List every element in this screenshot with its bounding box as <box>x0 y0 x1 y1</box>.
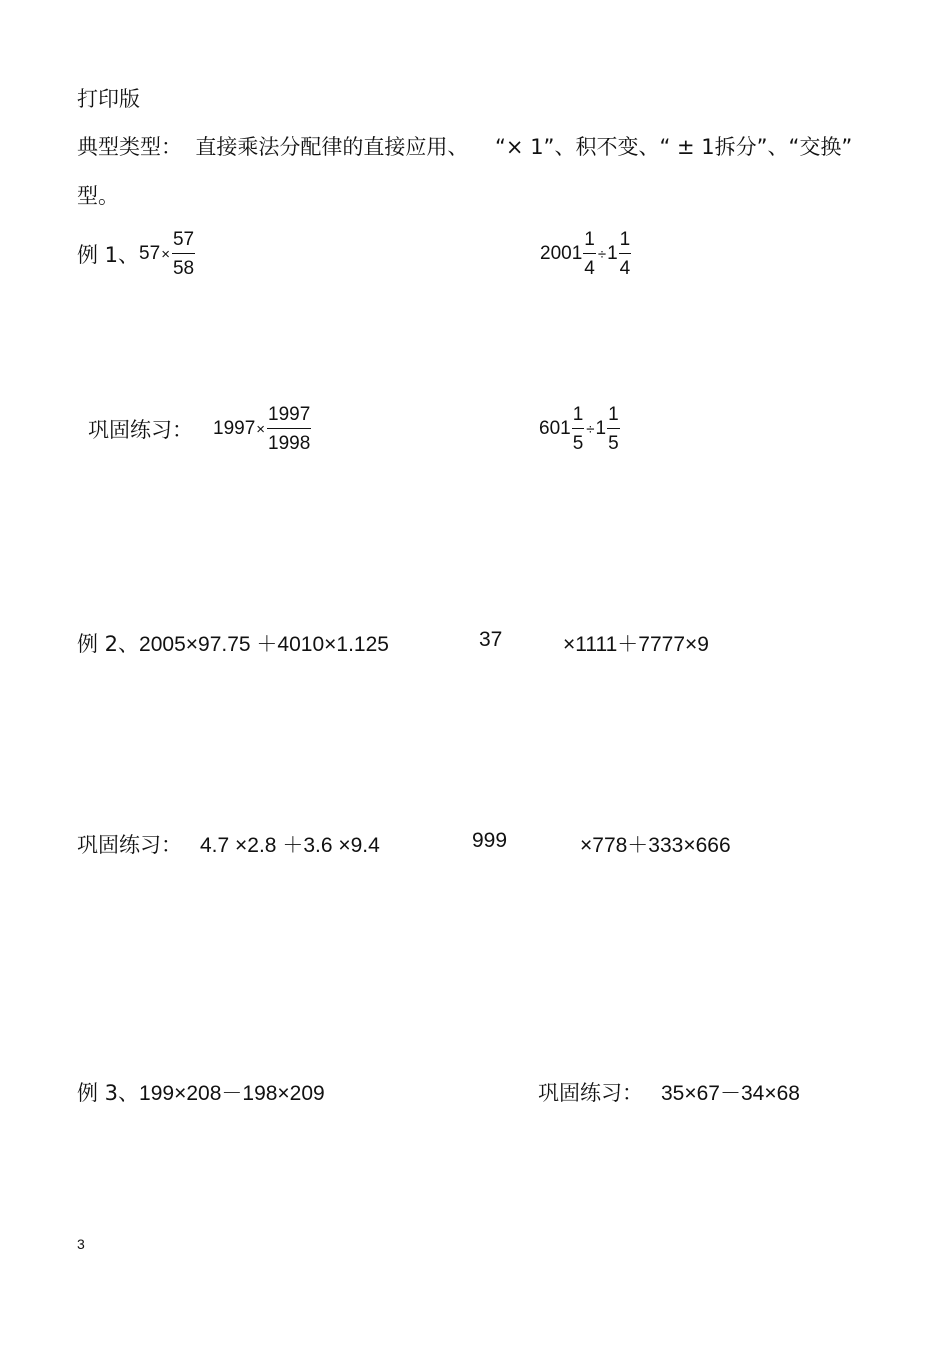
numerator: 1 <box>619 230 632 254</box>
whole-number: 1 <box>607 243 618 264</box>
denominator: 1998 <box>268 433 311 454</box>
example-3-practice <box>538 1077 800 1107</box>
practice-1-left-expression <box>213 405 312 453</box>
numerator: 1 <box>607 405 620 429</box>
denominator: 4 <box>584 258 595 279</box>
fraction <box>172 230 195 278</box>
example-1-label: 例 1、 <box>77 243 140 267</box>
example-1-right-expression <box>540 230 632 278</box>
practice-2-left <box>77 829 380 859</box>
practice-3-expression: 35×67－34×68 <box>661 1082 800 1105</box>
example-3-label: 例 3、 <box>77 1081 140 1105</box>
intro-line-1: 典型类型： 直接乘法分配律的直接应用、 “× 1”、积不变、“ ± 1拆分”、“交换” <box>77 135 853 159</box>
whole-number: 1997 <box>213 418 256 439</box>
fraction <box>267 405 311 453</box>
page-title: 打印版 <box>77 87 140 111</box>
page-number: 3 <box>77 1236 85 1252</box>
times-sign: × <box>256 420 266 438</box>
numerator: 57 <box>172 230 195 254</box>
practice-1-right <box>539 405 621 453</box>
whole-number: 57 <box>139 243 161 264</box>
example-3-expression: 199×208－198×209 <box>139 1082 325 1105</box>
practice-2-expression: 4.7 ×2.8 ＋3.6 ×9.4 <box>200 834 380 857</box>
example-2-label: 例 2、 <box>77 632 140 656</box>
fraction <box>619 230 632 278</box>
whole-number: 1 <box>595 418 607 439</box>
intro-line-2: 型。 <box>77 184 119 208</box>
whole-number: 2001 <box>540 243 583 264</box>
whole-number: 601 <box>539 418 571 439</box>
divide-sign: ÷ <box>586 420 595 438</box>
times-sign: × <box>161 245 170 263</box>
practice-2-right-b: ×778＋333×666 <box>580 834 731 857</box>
numerator: 1 <box>583 230 596 254</box>
practice-1-right-expression <box>539 405 621 453</box>
example-1-left-expression <box>139 230 196 278</box>
example-3-left <box>77 1077 325 1107</box>
example-2-expression: 2005×97.75 ＋4010×1.125 <box>139 633 389 656</box>
example-1-right <box>540 230 632 278</box>
practice-2-label: 巩固练习： <box>77 833 182 857</box>
practice-3-label: 巩固练习： <box>538 1081 643 1105</box>
practice-1-left <box>88 405 312 453</box>
fraction <box>607 405 620 453</box>
denominator: 5 <box>572 433 584 454</box>
example-2-right-b: ×1111＋7777×9 <box>563 633 709 656</box>
denominator: 58 <box>172 258 195 279</box>
numerator: 1 <box>572 405 585 429</box>
fraction <box>583 230 596 278</box>
example-2-right-a: 37 <box>479 628 503 651</box>
practice-1-label: 巩固练习： <box>88 418 193 442</box>
practice-2-right-a: 999 <box>472 829 508 852</box>
numerator: 1997 <box>267 405 311 429</box>
example-1-left <box>77 230 196 278</box>
denominator: 5 <box>608 433 619 454</box>
fraction <box>572 405 585 453</box>
example-2-left <box>77 628 389 658</box>
divide-sign: ÷ <box>597 245 607 263</box>
denominator: 4 <box>619 258 631 279</box>
